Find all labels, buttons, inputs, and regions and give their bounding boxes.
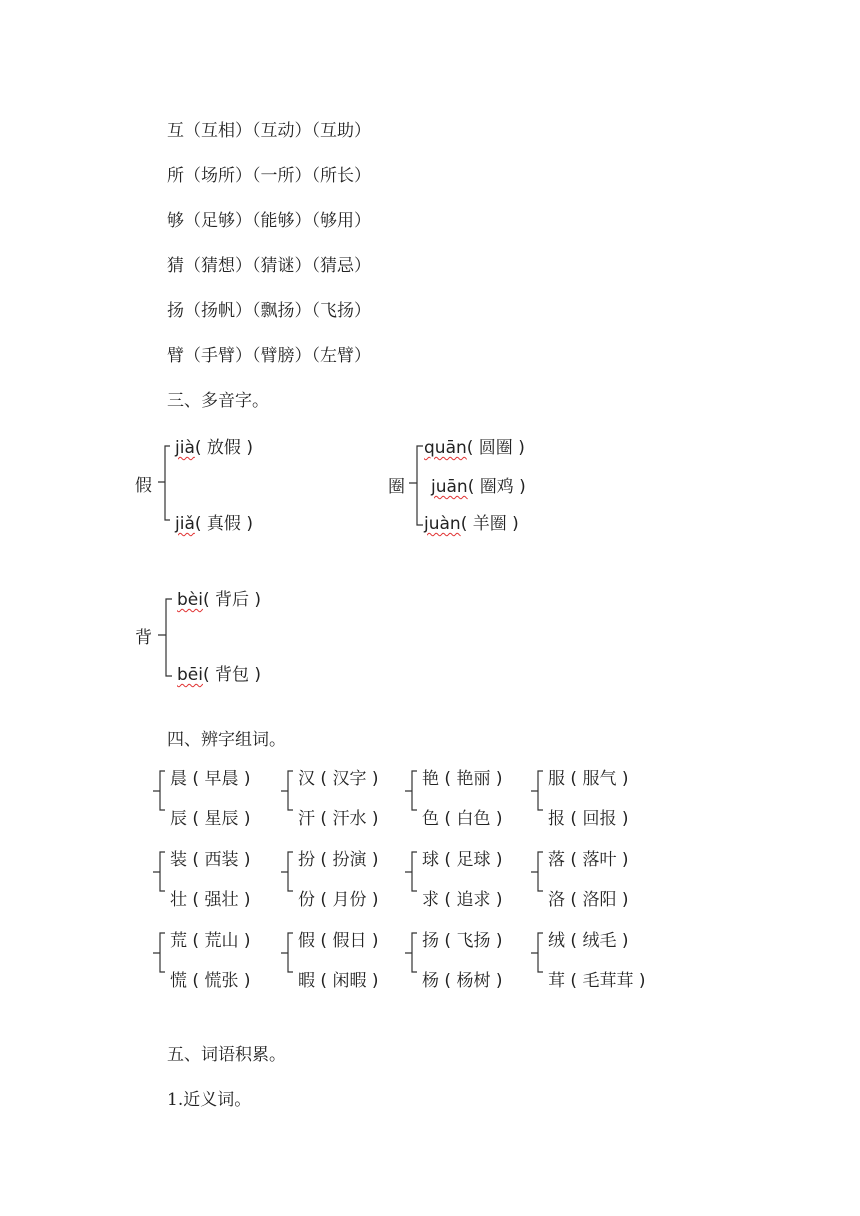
reading-row	[431, 472, 526, 497]
brace-icon	[157, 598, 173, 678]
word-line: 够（足够）（能够）（够用）	[167, 211, 371, 231]
brace-icon	[408, 445, 424, 527]
brace-icon	[152, 851, 166, 893]
distinguish-item: 暇 ( 闲暇 )	[298, 971, 379, 991]
distinguish-item: 汗 ( 汗水 )	[298, 809, 379, 829]
reading-word: ( 羊圈 )	[460, 514, 519, 534]
pinyin: bèi	[177, 590, 203, 610]
reading-word: ( 真假 )	[194, 514, 253, 534]
brace-icon	[280, 932, 294, 974]
word-line: 猜（猜想）（猜谜）（猜忌）	[167, 256, 371, 276]
reading-row	[177, 660, 261, 685]
brace-icon	[404, 932, 418, 974]
brace-icon	[157, 445, 171, 521]
reading-word: ( 圆圈 )	[466, 438, 525, 458]
distinguish-item: 荒 ( 荒山 )	[170, 931, 251, 951]
section-heading: 三、多音字。	[167, 391, 269, 411]
brace-icon	[404, 770, 418, 812]
distinguish-item: 慌 ( 慌张 )	[170, 971, 251, 991]
brace-icon	[280, 851, 294, 893]
polyphone-char: 背	[135, 628, 152, 648]
reading-row	[175, 433, 253, 458]
subsection-heading: 1.近义词。	[167, 1090, 252, 1110]
pinyin: juàn	[424, 514, 461, 534]
reading-row	[175, 509, 253, 534]
distinguish-item: 汉 ( 汉字 )	[298, 769, 379, 789]
distinguish-item: 扬 ( 飞扬 )	[422, 931, 503, 951]
reading-word: ( 背后 )	[202, 590, 262, 610]
distinguish-item: 装 ( 西装 )	[170, 850, 251, 870]
distinguish-item: 求 ( 追求 )	[422, 890, 503, 910]
brace-icon	[530, 932, 544, 974]
reading-word: ( 背包 )	[202, 665, 262, 685]
word-line: 扬（扬帆）（飘扬）（飞扬）	[167, 301, 371, 321]
distinguish-item: 扮 ( 扮演 )	[298, 850, 379, 870]
distinguish-item: 晨 ( 早晨 )	[170, 769, 251, 789]
reading-row	[177, 585, 261, 610]
section-heading: 四、辨字组词。	[167, 730, 286, 750]
section-heading: 五、词语积累。	[167, 1045, 286, 1065]
brace-icon	[152, 932, 166, 974]
word-line: 互（互相）（互动）（互助）	[167, 121, 371, 141]
distinguish-item: 报 ( 回报 )	[548, 809, 629, 829]
distinguish-item: 壮 ( 强壮 )	[170, 890, 251, 910]
distinguish-item: 份 ( 月份 )	[298, 890, 379, 910]
distinguish-item: 茸 ( 毛茸茸 )	[548, 971, 646, 991]
reading-word: ( 圈鸡 )	[467, 477, 526, 497]
distinguish-item: 假 ( 假日 )	[298, 931, 379, 951]
reading-row	[424, 433, 525, 458]
brace-icon	[530, 851, 544, 893]
distinguish-item: 绒 ( 绒毛 )	[548, 931, 629, 951]
polyphone-char: 圈	[388, 477, 405, 497]
distinguish-item: 色 ( 白色 )	[422, 809, 503, 829]
distinguish-item: 洛 ( 洛阳 )	[548, 890, 629, 910]
pinyin: juān	[431, 477, 468, 497]
polyphone-char: 假	[135, 476, 152, 496]
brace-icon	[404, 851, 418, 893]
distinguish-item: 球 ( 足球 )	[422, 850, 503, 870]
distinguish-item: 落 ( 落叶 )	[548, 850, 629, 870]
reading-row	[424, 509, 519, 534]
brace-icon	[530, 770, 544, 812]
reading-word: ( 放假 )	[194, 438, 253, 458]
pinyin: jià	[175, 438, 195, 458]
word-line: 所（场所）（一所）（所长）	[167, 166, 371, 186]
word-line: 臂（手臂）（臂膀）（左臂）	[167, 346, 371, 366]
pinyin: bēi	[177, 665, 203, 685]
brace-icon	[152, 770, 166, 812]
distinguish-item: 服 ( 服气 )	[548, 769, 629, 789]
distinguish-item: 杨 ( 杨树 )	[422, 971, 503, 991]
distinguish-item: 辰 ( 星辰 )	[170, 809, 251, 829]
pinyin: jiǎ	[175, 514, 195, 534]
distinguish-item: 艳 ( 艳丽 )	[422, 769, 503, 789]
pinyin: quān	[424, 438, 467, 458]
brace-icon	[280, 770, 294, 812]
